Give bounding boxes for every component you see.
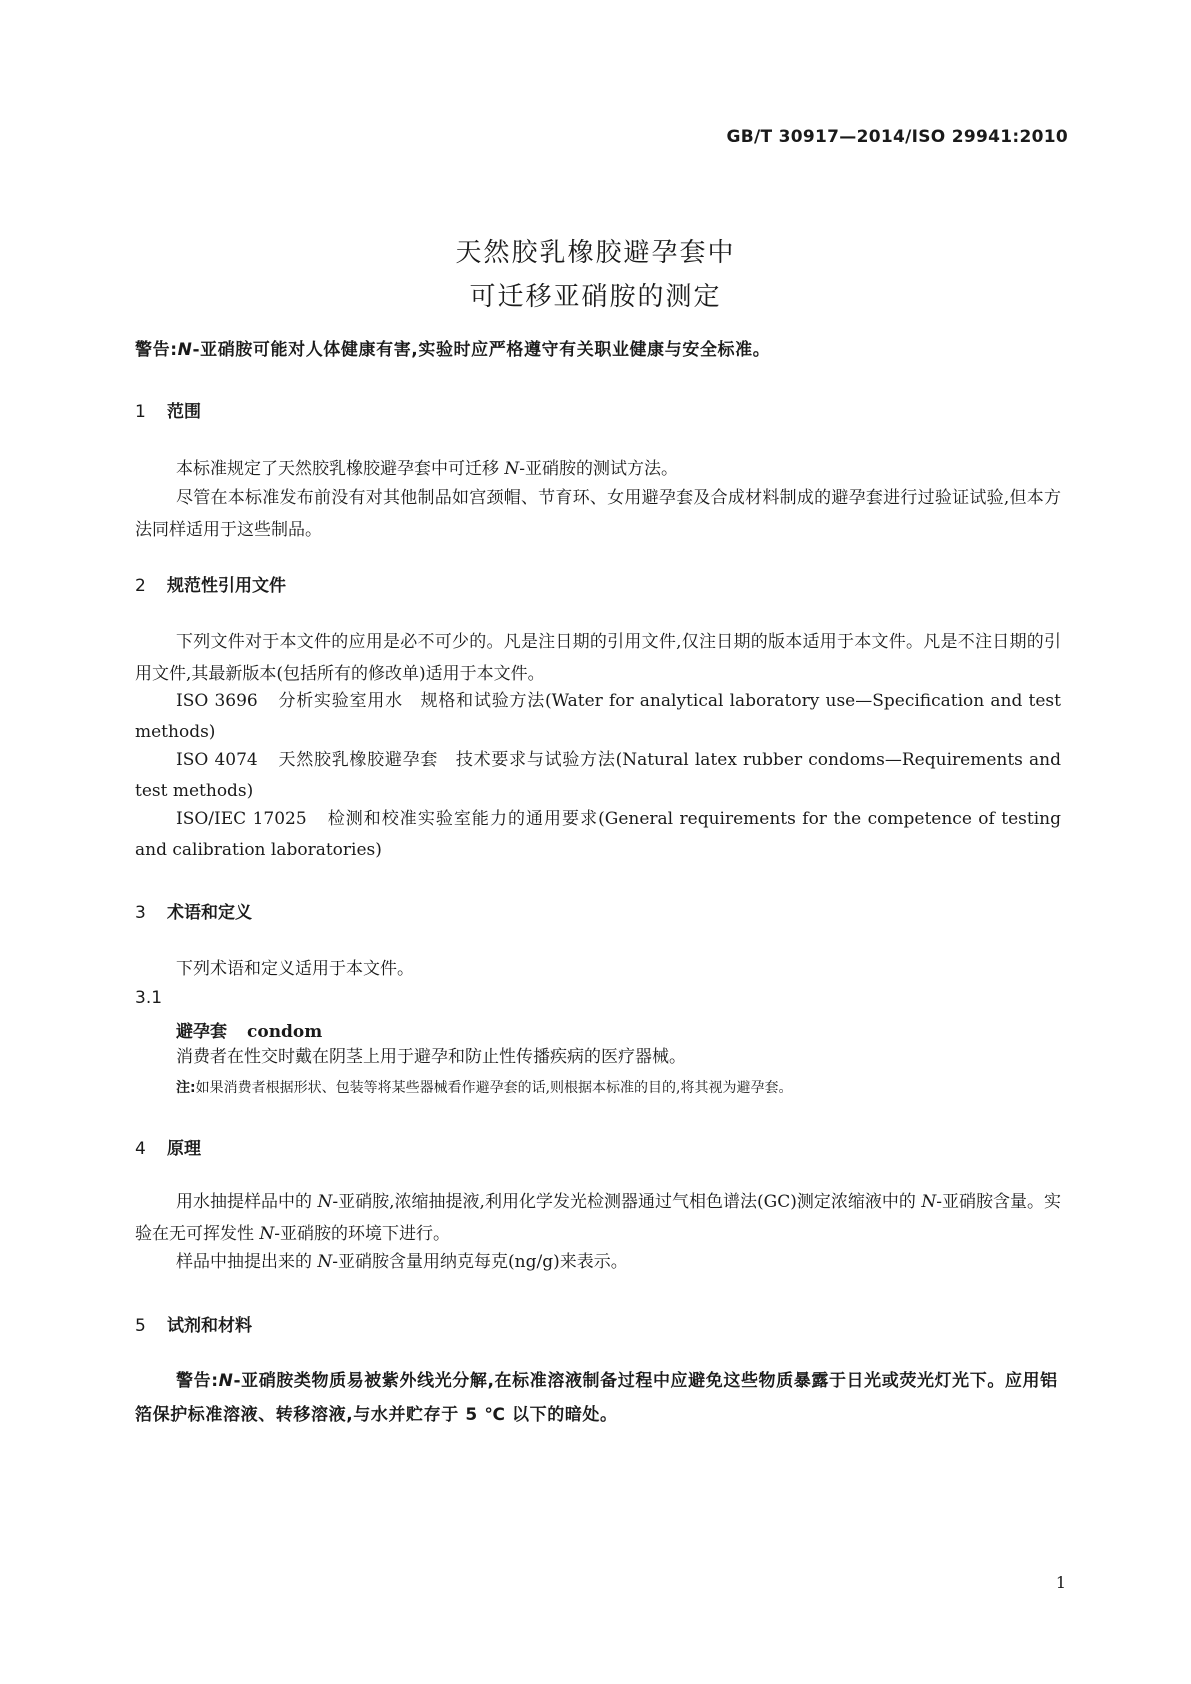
section-title: 范围 (167, 402, 201, 422)
warning-text: -亚硝胺可能对人体健康有害,实验时应严格遵守有关职业健康与安全标准。 (192, 340, 771, 360)
section-2-heading (135, 571, 286, 596)
top-warning (135, 333, 1061, 367)
page-number: 1 (1055, 1573, 1066, 1592)
section-title: 规范性引用文件 (167, 576, 286, 596)
section-3-heading (135, 898, 252, 923)
term-en: condom (247, 1022, 323, 1042)
italic-n: N (259, 1224, 275, 1244)
term-zh: 避孕套 (176, 1022, 227, 1042)
refs-intro: 下列文件对于本文件的应用是必不可少的。凡是注日期的引用文件,仅注日期的版本适用于本文件。凡是不注日期的引用文件,其最新版本(包括所有的修改单)适用于本文件。 (135, 632, 1061, 684)
principle-paragraph-1 (135, 1186, 1061, 1250)
reagents-warning (135, 1364, 1061, 1432)
section-number: 1 (135, 402, 146, 422)
italic-n: N (317, 1192, 333, 1212)
terms-intro: 下列术语和定义适用于本文件。 (176, 959, 414, 979)
term-note (176, 1077, 793, 1097)
note-text: 如果消费者根据形状、包装等将某些器械看作避孕套的话,则根据本标准的目的,将其视为避孕套。 (195, 1080, 793, 1096)
standard-code: GB/T 30917—2014/ISO 29941:2010 (726, 127, 1068, 147)
section-number: 3 (135, 903, 146, 923)
warning-label: 警告: (135, 340, 178, 360)
principle-paragraph-2 (135, 1246, 1061, 1278)
warning-text: -亚硝胺类物质易被紫外线光分解,在标准溶液制备过程中应避免这些物质暴露于日光或荧光灯光下。应用铝箔保护标准溶液、转移溶液,与水并贮存于 5 ℃ 以下的暗处。 (135, 1371, 1058, 1425)
section-number: 2 (135, 576, 146, 596)
section-title: 原理 (167, 1139, 201, 1159)
section-title: 试剂和材料 (167, 1316, 252, 1336)
text-run: 本标准规定了天然胶乳橡胶避孕套中可迁移 (176, 459, 505, 479)
reference-iso-3696 (135, 686, 1061, 748)
text-run: -亚硝胺的测试方法。 (519, 459, 679, 479)
text-run: -亚硝胺,浓缩抽提液,利用化学发光检测器通过气相色谱法(GC)测定浓缩液中的 (332, 1192, 922, 1212)
note-label: 注: (176, 1080, 196, 1096)
title-line-2: 可迁移亚硝胺的测定 (469, 282, 722, 312)
warning-italic-n: N (218, 1371, 234, 1391)
text-run: -亚硝胺含量用纳克每克(ng/g)来表示。 (332, 1252, 628, 1272)
text-run: 用水抽提样品中的 (176, 1192, 318, 1212)
section-5-heading (135, 1311, 252, 1336)
ref-code: ISO/IEC 17025 (176, 809, 307, 829)
term-definition: 消费者在性交时戴在阴茎上用于避孕和防止性传播疾病的医疗器械。 (176, 1047, 686, 1067)
ref-text: 检测和校准实验室能力的通用要求(General requirements for the competence of testing and calibration laboratories) (135, 809, 1061, 860)
ref-code: ISO 3696 (176, 691, 258, 711)
text-run: -亚硝胺含量。实验在无可挥发性 (135, 1192, 1062, 1244)
title-line-1: 天然胶乳橡胶避孕套中 (455, 238, 736, 268)
ref-code: ISO 4074 (176, 750, 258, 770)
warning-label: 警告: (176, 1371, 219, 1391)
ref-text: 分析实验室用水 规格和试验方法(Water for analytical laboratory use—Specification and test methods) (135, 691, 1061, 742)
reference-iso-iec-17025 (135, 804, 1061, 866)
warning-italic-n: N (177, 340, 193, 360)
section-4-heading (135, 1134, 201, 1159)
scope-paragraph-1 (135, 453, 1061, 485)
term-number: 3.1 (135, 988, 163, 1008)
section-number: 5 (135, 1316, 146, 1336)
text-run: -亚硝胺的环境下进行。 (274, 1224, 451, 1244)
section-title: 术语和定义 (167, 903, 252, 923)
section-1-heading (135, 397, 201, 422)
scope-paragraph-2: 尽管在本标准发布前没有对其他制品如宫颈帽、节育环、女用避孕套及合成材料制成的避孕套进行过验证试验,但本方法同样适用于这些制品。 (135, 488, 1061, 540)
reference-iso-4074 (135, 745, 1061, 807)
section-number: 4 (135, 1139, 146, 1159)
italic-n: N (921, 1192, 937, 1212)
italic-n: N (504, 459, 520, 479)
text-run: 样品中抽提出来的 (176, 1252, 318, 1272)
italic-n: N (317, 1252, 333, 1272)
term-entry (176, 1017, 322, 1042)
ref-text: 天然胶乳橡胶避孕套 技术要求与试验方法(Natural latex rubber condoms—Requirements and test methods) (135, 750, 1062, 801)
